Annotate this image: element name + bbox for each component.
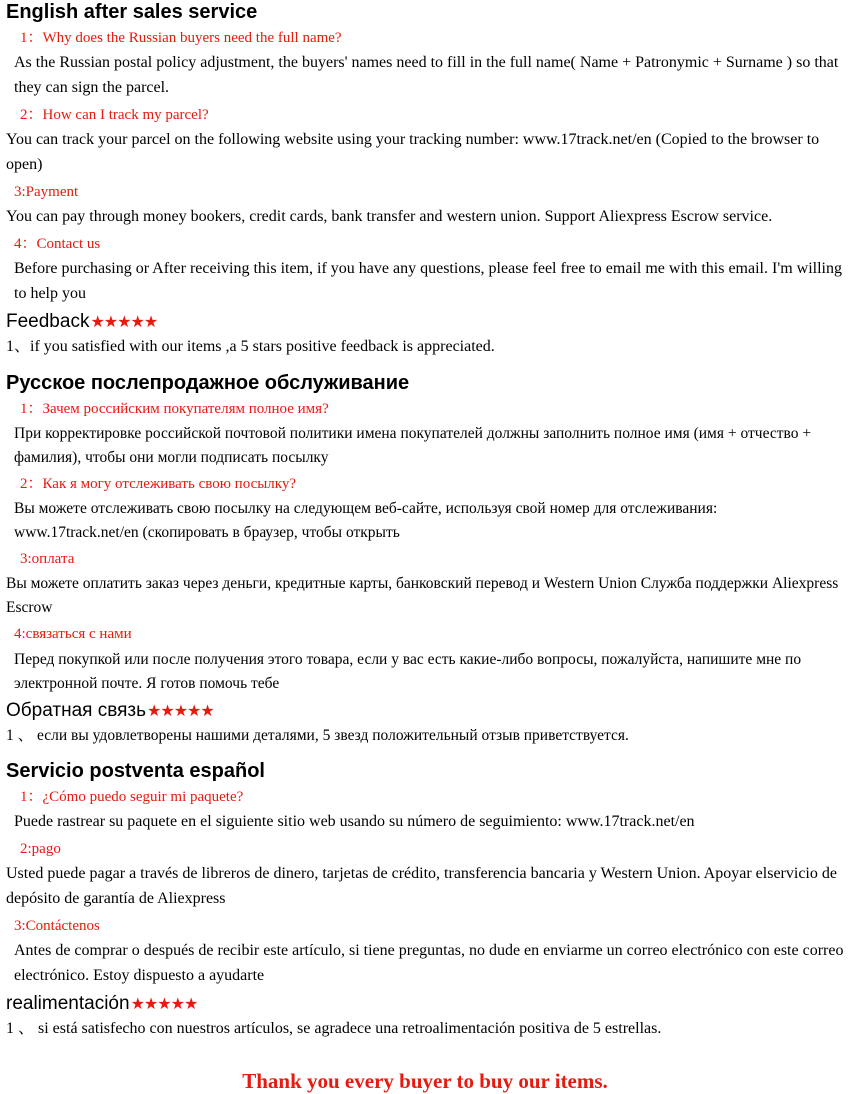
answer-es-2: Usted puede pagar a través de libreros de dinero, tarjetas de crédito, transferencia bancaria y Western Union. Apoyar elservicio de depósito de garantía de Aliexpress <box>6 865 837 908</box>
feedback-heading-english <box>6 311 844 333</box>
footer-thank-you-message: Thank you every buyer to buy our items. <box>242 1068 608 1093</box>
answer-ru-2: Вы можете отслеживать свою посылку на следующем веб-сайте, используя свой номер для отслеживания: www.17track.net/en (скопировать в браузер, чтобы открыть <box>14 500 718 542</box>
question-es-1: 1：¿Cómo puedo seguir mi paquete? <box>20 788 244 805</box>
section-english <box>6 0 844 359</box>
question-ru-1: 1：Зачем российским покупателям полное имя? <box>20 400 329 417</box>
section-spanish <box>6 759 844 1041</box>
feedback-label-spanish: realimentación <box>6 992 130 1014</box>
answer-ru-3: Вы можете оплатить заказ через деньги, кредитные карты, банковский перевод и Western Union Служба поддержки Aliexpress Escrow <box>6 575 839 617</box>
section-russian <box>6 371 844 747</box>
question-en-3: 3:Payment <box>14 183 79 200</box>
feedback-heading-russian <box>6 700 844 722</box>
answer-en-3: You can pay through money bookers, credit cards, bank transfer and western union. Support Aliexpress Escrow service. <box>6 207 773 225</box>
section-title-russian: Русское послепродажное обслуживание <box>6 371 410 394</box>
question-es-2: 2:pago <box>20 841 61 857</box>
answer-ru-1: При корректировке российской почтовой политики имена покупателей должны заполнить полное имя (имя + отчество + фамилия), чтобы они могли подписать посылку <box>14 424 812 466</box>
question-ru-4: 4:связаться с нами <box>14 626 132 643</box>
section-title-spanish: Servicio postventa español <box>6 759 265 782</box>
star-rating-icon: ★★★★★ <box>130 995 198 1013</box>
section-title-english: English after sales service <box>6 1 258 23</box>
feedback-heading-spanish <box>6 993 844 1015</box>
question-es-3: 3:Contáctenos <box>14 917 100 934</box>
question-ru-3: 3:оплата <box>20 551 75 568</box>
question-en-4: 4：Contact us <box>14 235 101 252</box>
feedback-note-spanish: 1 、 si está satisfecho con nuestros artículos, se agradece una retroalimentación positiva de 5 estrellas. <box>6 1019 662 1037</box>
star-rating-icon: ★★★★★ <box>90 313 158 331</box>
answer-en-2: You can track your parcel on the following website using your tracking number: www.17track.net/en (Copied to the browser to open) <box>6 131 820 173</box>
answer-es-3: Antes de comprar o después de recibir este artículo, si tiene preguntas, no dude en enviarme un correo electrónico con este correo electrónico. Estoy dispuesto a ayudarte <box>14 942 844 984</box>
feedback-note-english: 1、if you satisfied with our items ,a 5 stars positive feedback is appreciated. <box>6 337 495 355</box>
star-rating-icon: ★★★★★ <box>147 702 214 720</box>
feedback-label-english: Feedback <box>6 310 90 332</box>
answer-en-1: As the Russian postal policy adjustment, the buyers' names need to fill in the full name( Name + Patronymic + Surname ) so that they can sign the parcel. <box>14 54 839 97</box>
question-en-1: 1：Why does the Russian buyers need the full name? <box>20 30 342 46</box>
answer-es-1: Puede rastrear su paquete en el siguiente sitio web usando su número de seguimiento: www.17track.net/en <box>14 813 695 831</box>
answer-en-4: Before purchasing or After receiving this item, if you have any questions, please feel free to email me with this email. I'm willing to help you <box>14 259 842 302</box>
question-en-2: 2：How can I track my parcel? <box>20 106 209 123</box>
feedback-note-russian: 1 、 если вы удовлетворены нашими деталями, 5 звезд положительный отзыв приветствуется. <box>6 726 629 744</box>
feedback-label-russian: Обратная связь <box>6 699 146 721</box>
answer-ru-4: Перед покупкой или после получения этого товара, если у вас есть какие-либо вопросы, пожалуйста, напишите мне по электронной почте. Я готов помочь тебе <box>14 650 802 692</box>
question-ru-2: 2：Как я могу отслеживать свою посылку? <box>20 475 297 492</box>
